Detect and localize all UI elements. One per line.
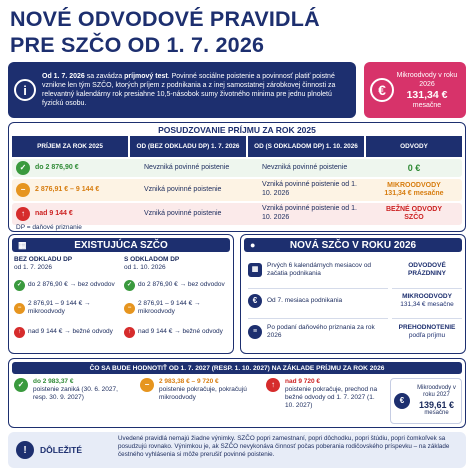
existing-text: nad 9 144 € → bežné odvody <box>138 328 223 335</box>
existing-text: do 2 876,90 € → bez odvodov <box>138 281 225 288</box>
evaluation-card <box>390 378 462 424</box>
income-value: nad 9 144 € <box>35 209 73 217</box>
calendar-icon: ▦ <box>248 263 262 277</box>
check-icon: ✓ <box>124 280 135 291</box>
assessment-header-income: PRÍJEM ZA ROK 2025 <box>12 136 128 157</box>
assessment-row-3-levy <box>366 203 462 225</box>
levy-sub: SZČO <box>404 214 424 221</box>
arrow-up-icon: ↑ <box>16 207 30 221</box>
existing-col2-header <box>124 256 229 272</box>
assessment-row-2-col3: Vzniká povinné poistenie od 1. 10. 2026 <box>262 181 357 197</box>
min-contribution-period: mesačne <box>412 101 442 109</box>
existing-row-2-col1 <box>14 298 119 318</box>
arrow-up-icon: ↑ <box>124 327 135 338</box>
min-contribution-label: Mikroodvody v roku 2026 <box>396 71 458 88</box>
euro-icon: € <box>370 78 394 102</box>
assessment-header-jul: OD (BEZ ODKLADU DP) 1. 7. 2026 <box>130 136 246 157</box>
document-icon: ≡ <box>248 325 262 339</box>
new-row-1-value: ODVODOVÉ PRÁZDNINY <box>408 262 446 277</box>
levy-label: MIKROODVODY <box>387 182 441 189</box>
eval-head: nad 9 720 € <box>285 378 321 385</box>
evaluation-item-1 <box>14 378 132 424</box>
levy-label: BEŽNÉ ODVODY <box>385 206 442 213</box>
existing-col1-header <box>14 256 119 272</box>
intro-test: príjmový test <box>124 72 168 80</box>
eval-card-label: Mikroodvody v roku 2027 <box>417 384 456 399</box>
check-icon: ✓ <box>14 280 25 291</box>
levy-amount: 131,34 € mesačne <box>384 190 444 197</box>
eval-text: poistenie zaniká (30. 6. 2027, resp. 30. 9. 2027) <box>33 386 118 401</box>
new-row-1-text <box>248 258 388 282</box>
intro-box <box>8 62 356 118</box>
calendar-icon: ▦ <box>18 239 27 250</box>
minus-icon: − <box>140 378 154 392</box>
new-row-3-text <box>248 318 388 344</box>
new-row-text: Po podaní daňového priznania za rok 2026 <box>267 323 375 339</box>
exclamation-icon: ! <box>16 441 34 459</box>
intro-date: Od 1. 7. 2026 <box>42 72 85 80</box>
new-value-sub: 131,34 € mesačne <box>400 300 454 308</box>
existing-title-text: EXISTUJÚCA SZČO <box>74 239 168 251</box>
income-value: do 2 876,90 € <box>35 163 79 171</box>
intro-text <box>42 72 350 109</box>
existing-row-2-col2 <box>124 298 229 318</box>
existing-row-1-col2 <box>124 276 229 294</box>
new-value-sub: podľa príjmu <box>408 331 446 339</box>
person-icon: ● <box>250 240 256 250</box>
eval-text: poistenie pokračuje, pokračujú mikroodvody <box>159 386 247 401</box>
check-icon: ✓ <box>14 378 28 392</box>
title-line-1: NOVÉ ODVODOVÉ PRAVIDLÁ <box>10 7 320 31</box>
income-value: 2 876,91 € – 9 144 € <box>35 185 100 193</box>
eval-card-amount: 139,61 € <box>418 399 455 410</box>
title-line-2: PRE SZČO OD 1. 7. 2026 <box>10 33 265 57</box>
arrow-up-icon: ↑ <box>266 378 280 392</box>
existing-title <box>12 238 230 252</box>
col1-sub: od 1. 7. 2026 <box>14 264 52 271</box>
assessment-row-1-levy: 0 € <box>407 162 421 173</box>
assessment-row-1-income <box>16 159 79 177</box>
euro-icon: € <box>394 393 410 409</box>
existing-text: do 2 876,90 € → bez odvodov <box>28 281 115 288</box>
eval-card-period: mesačne <box>424 409 449 416</box>
existing-row-3-col1 <box>14 322 119 342</box>
minus-icon: − <box>124 303 135 314</box>
existing-row-1-col1 <box>14 276 119 294</box>
existing-text: nad 9 144 € → bežné odvody <box>28 328 113 335</box>
new-row-3-value <box>392 318 462 344</box>
col1-head: BEZ ODKLADU DP <box>14 256 73 263</box>
important-text: Uvedené pravidlá nemajú žiadne výnimky. SZČO popri zamestnaní, popri dôchodku, popri štúdiu, popri čomkoľvek sa posudzujú rovnako. Výnimkou je, ak SZČO nevykonáva činnosť počas poberania rodičovského príspevku – na základe čestného vyhlásenia si môže prerušiť povinné poistenie. <box>118 435 450 458</box>
new-row-2-value <box>392 288 462 312</box>
intro-text-1: sa zavádza <box>84 72 125 80</box>
new-value: MIKROODVODY <box>402 292 452 300</box>
assessment-row-2-col2: Vzniká povinné poistenie <box>144 185 222 193</box>
eval-text: poistenie pokračuje, prechod na bežné odvody od 1. 7. 2027 (1. 10. 2027) <box>285 386 378 409</box>
existing-text: 2 876,91 – 9 144 € → mikroodvody <box>28 300 91 315</box>
page-title <box>10 6 320 58</box>
new-value: PREHODNOTENIE <box>398 323 456 331</box>
new-szco-title-text: NOVÁ SZČO V ROKU 2026 <box>289 239 417 251</box>
col2-head: S ODKLADOM DP <box>124 256 180 263</box>
important-note <box>8 432 466 468</box>
min-contribution-card <box>364 62 466 118</box>
info-icon: i <box>14 79 36 101</box>
assessment-title: POSUDZOVANIE PRÍJMU ZA ROK 2025 <box>158 125 316 135</box>
assessment-row-2-income <box>16 179 99 201</box>
new-szco-title <box>244 238 462 252</box>
assessment-header-levy: ODVODY <box>366 136 462 157</box>
new-row-text: Prvých 6 kalendárnych mesiacov od začatia podnikania <box>267 262 372 277</box>
existing-text: 2 876,91 – 9 144 € → mikroodvody <box>138 300 201 315</box>
minus-icon: − <box>16 183 30 197</box>
col2-sub: od 1. 10. 2026 <box>124 264 166 271</box>
assessment-row-1-col2: Nevzniká povinné poistenie <box>144 163 230 171</box>
evaluation-item-2 <box>140 378 258 424</box>
evaluation-title: ČO SA BUDE HODNOTIŤ OD 1. 7. 2027 (RESP. 1. 10. 2027) NA ZÁKLADE PRÍJMU ZA ROK 2026 <box>12 362 462 374</box>
assessment-row-2-levy <box>366 179 462 201</box>
eval-head: do 2 983,37 € <box>33 378 74 385</box>
min-contribution-amount: 131,34 € <box>406 88 448 101</box>
intro-text-2: . Povinné sociálne poistenie a povinnosť platiť poistné vznikne len tým SZČO, ktorých príjem z podnikania a z inej samostatnej zárobkovej činnosti za relevantný kalendárny rok presiahne 10,5-násobok sumy životného minima pre jednu plnoletú fyzickú osobu. <box>42 72 336 108</box>
arrow-up-icon: ↑ <box>14 327 25 338</box>
assessment-row-3-col2: Vzniká povinné poistenie <box>144 209 222 217</box>
assessment-row-3-income <box>16 203 73 225</box>
check-icon: ✓ <box>16 161 30 175</box>
new-row-text: Od 7. mesiaca podnikania <box>267 296 343 304</box>
new-row-2-text <box>248 288 388 312</box>
assessment-row-1-col3: Nevzniká povinné poistenie <box>262 163 348 171</box>
assessment-footnote: DP = daňové priznanie <box>16 224 82 231</box>
assessment-row-3-col3: Vzniká povinné poistenie od 1. 10. 2026 <box>262 205 357 221</box>
existing-row-3-col2 <box>124 322 229 342</box>
important-title: DÔLEŽITÉ <box>40 445 83 455</box>
eval-head: 2 983,38 € – 9 720 € <box>159 378 219 385</box>
assessment-header-oct: OD (S ODKLADOM DP) 1. 10. 2026 <box>248 136 364 157</box>
minus-icon: − <box>14 303 25 314</box>
evaluation-item-3 <box>266 378 384 424</box>
euro-icon: € <box>248 294 262 308</box>
